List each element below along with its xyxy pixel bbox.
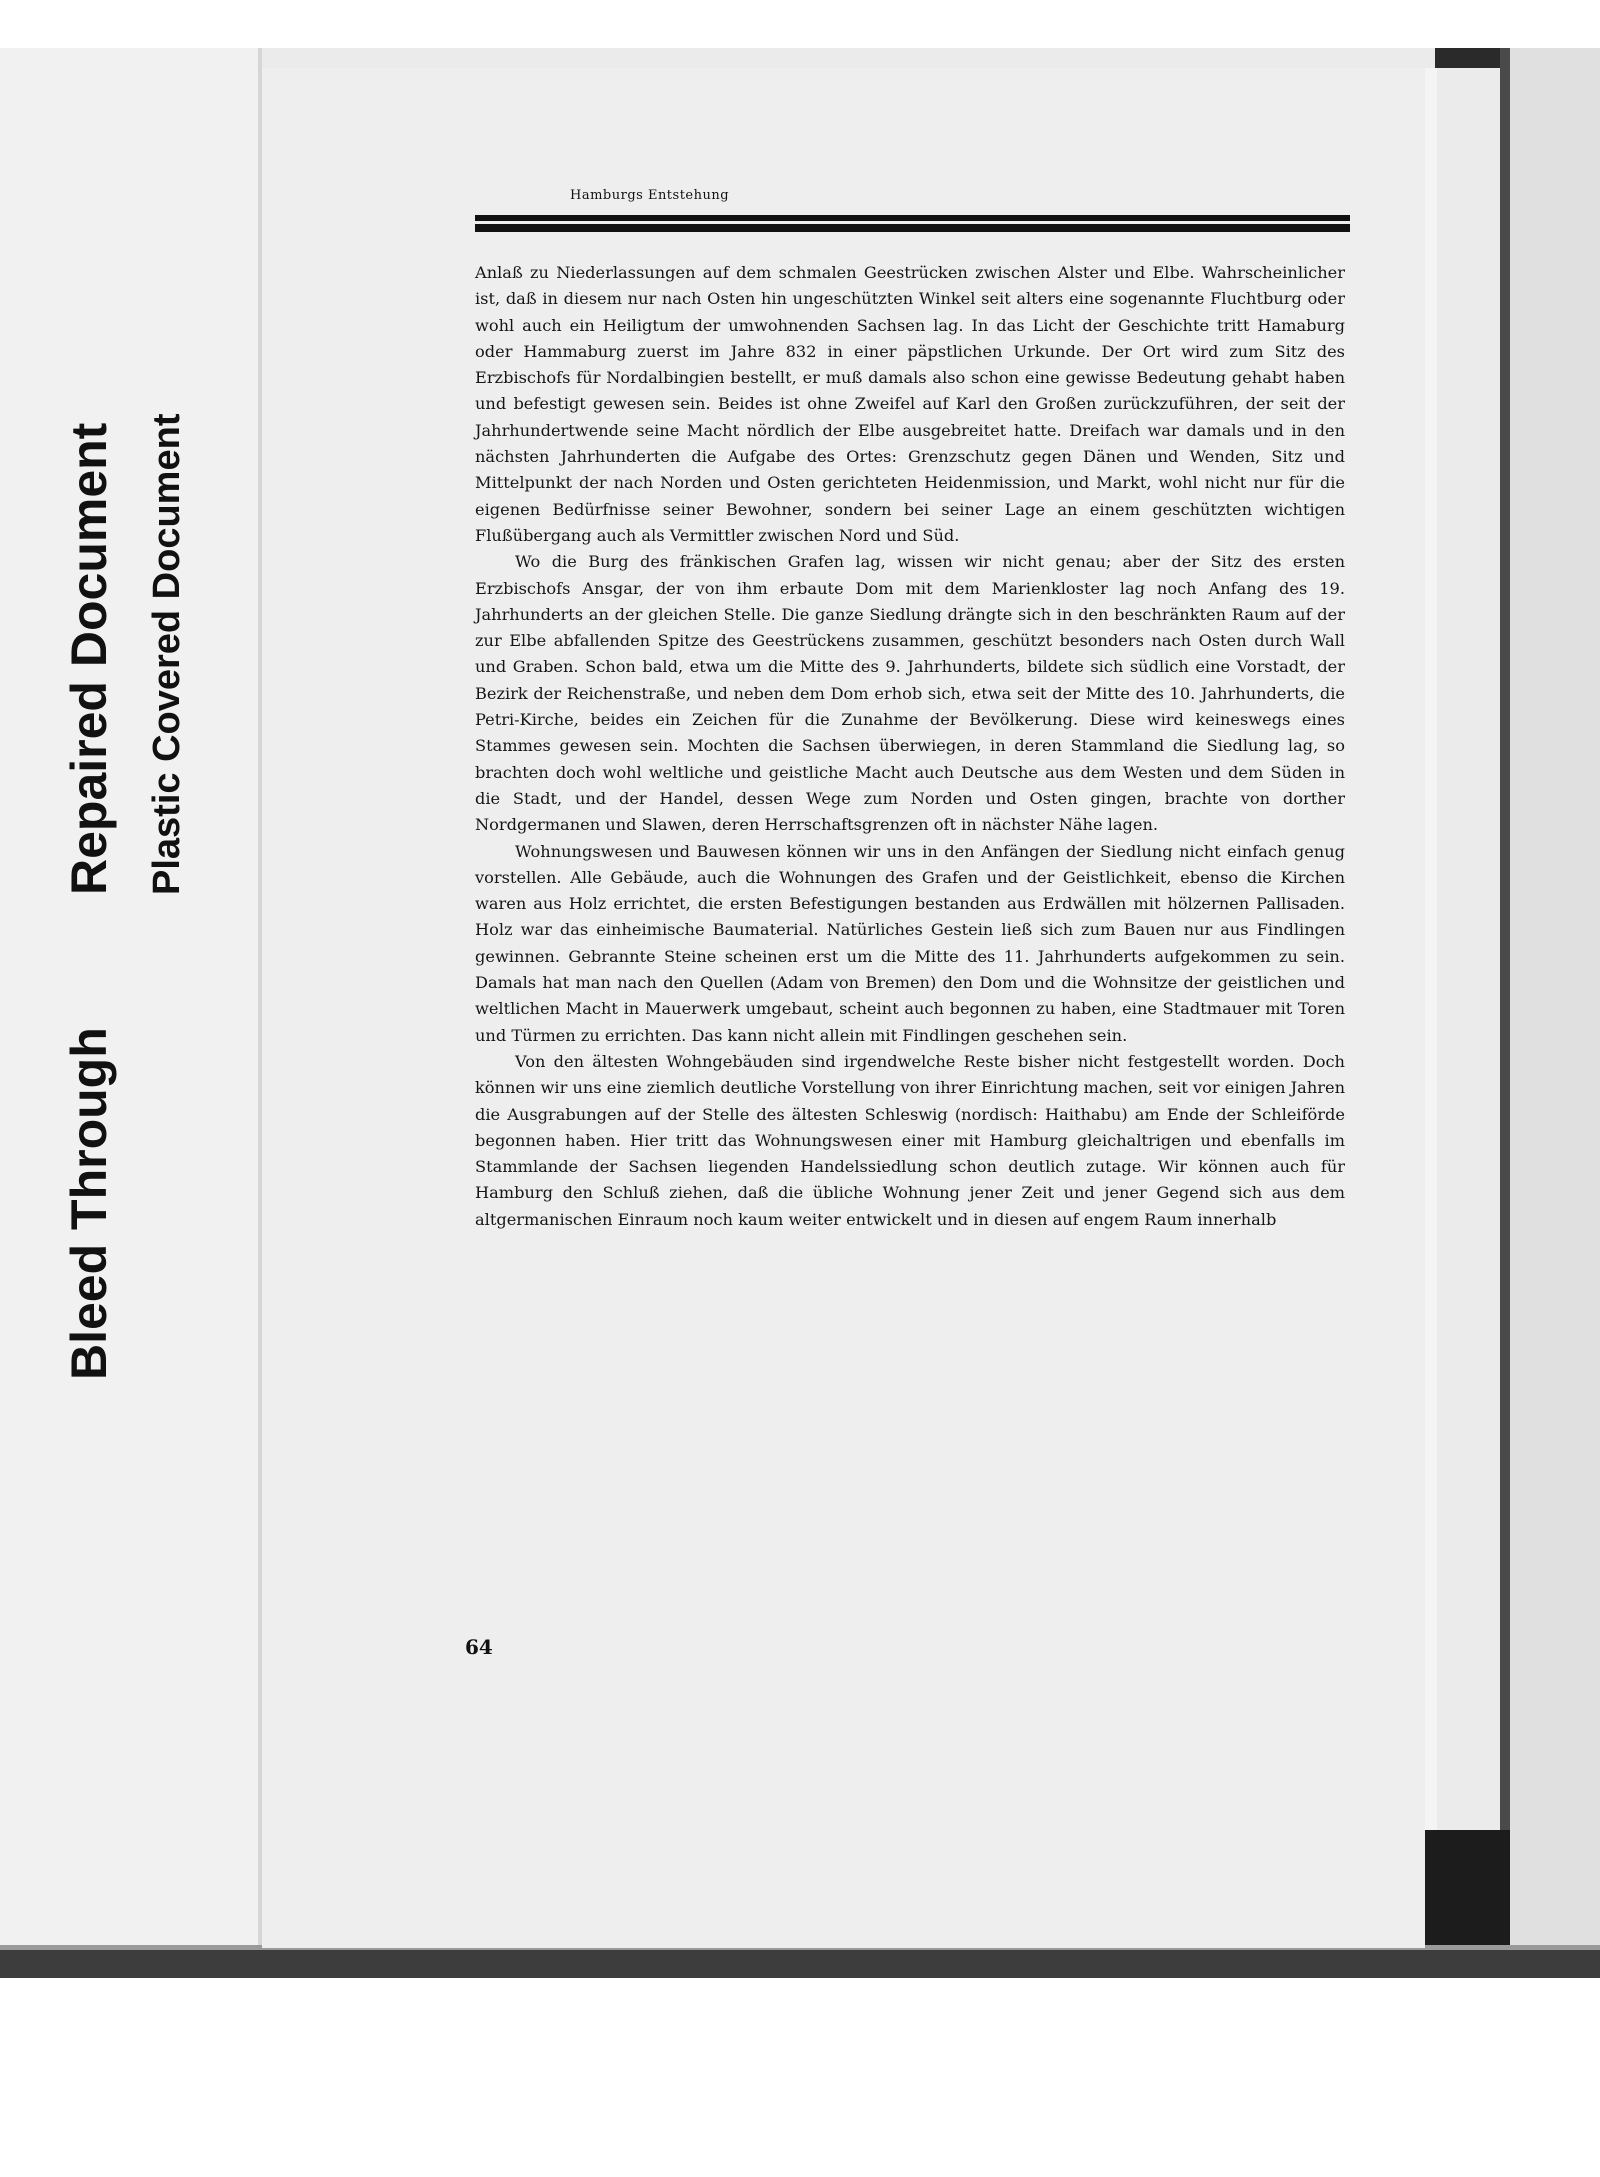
header-rule-thin: [475, 215, 1350, 221]
right-page-edge: [1425, 68, 1437, 1908]
paragraph-2: Wo die Burg des fränkischen Grafen lag, wissen wir nicht genau; aber der Sitz des ersten Erzbischofs Ansgar, der von ihm erbaute Dom mit dem Marienkloster lag noch Anfang des 19. Jahrhunderts an der gleichen Stelle. Die ganze Siedlung drängte sich in den beschränkten Raum auf der zur Elbe abfallenden Spitze des Geestrückens zusammen, geschützt besonders nach Osten durch Wall und Graben. Schon bald, etwa um die Mitte des 9. Jahrhunderts, bildete sich südlich eine Vorstadt, der Bezirk der Reichenstraße, und neben dem Dom erhob sich, etwa seit der Mitte des 10. Jahrhunderts, die Petri-Kirche, beides ein Zeichen für die Zunahme der Bevölkerung. Diese wird keineswegs eines Stammes gewesen sein. Mochten die Sachsen überwiegen, in deren Stammland die Siedlung lag, so brachten doch wohl weltliche und geistliche Macht auch Deutsche aus dem Westen und dem Süden in die Stadt, und der Handel, dessen Wege zum Norden und Osten gingen, brachte von dorther Nordgermanen und Slawen, deren Herrschaftsgrenzen oft in nächster Nähe lagen.: [475, 552, 1345, 835]
facing-page-sliver: [1510, 48, 1600, 1977]
book-spine: [1500, 48, 1510, 1977]
page-number: 64: [465, 1635, 493, 1659]
label-repaired-document: Repaired Document: [61, 422, 117, 895]
running-header: Hamburgs Entstehung: [570, 188, 730, 203]
top-right-dark-corner: [1435, 48, 1500, 68]
label-bleed-through: Bleed Through: [61, 1027, 117, 1380]
bottom-right-dark-corner: [1420, 1830, 1510, 1950]
label-plastic-covered: Plastic Covered Document: [146, 413, 188, 895]
left-margin-strip: [0, 48, 258, 1977]
body-text: [475, 260, 1345, 1233]
paragraph-1: Anlaß zu Niederlassungen auf dem schmalen Geestrücken zwischen Alster und Elbe. Wahrscheinlicher ist, daß in diesem nur nach Osten hin ungeschützten Winkel seit alters eine sogenannte Fluchtburg oder wohl auch ein Heiligtum der umwohnenden Sachsen lag. In das Licht der Geschichte tritt Hamaburg oder Hammaburg zuerst im Jahre 832 in einer päpstlichen Urkunde. Der Ort wird zum Sitz des Erzbischofs für Nordalbingien bestellt, er muß damals also schon eine gewisse Bedeutung gehabt haben und befestigt gewesen sein. Beides ist ohne Zweifel auf Karl den Großen zurückzuführen, der seit der Jahrhundertwende seine Macht nördlich der Elbe ausgebreitet hatte. Dreifach war damals und in den nächsten Jahrhunderten die Aufgabe des Ortes: Grenzschutz gegen Dänen und Wenden, Sitz und Mittelpunkt der nach Norden und Osten gerichteten Heidenmission, und Markt, wohl nicht nur für die eigenen Bedürfnisse seiner Bewohner, sondern bei seiner Lage an einem geschützten wichtigen Flußübergang auch als Vermittler zwischen Nord und Süd.: [475, 263, 1345, 545]
header-rule-thick: [475, 224, 1350, 232]
paragraph-3: Wohnungswesen und Bauwesen können wir uns in den Anfängen der Siedlung nicht einfach genug vorstellen. Alle Gebäude, auch die Wohnungen des Grafen und der Geistlichkeit, ebenso die Kirchen waren aus Holz errichtet, die ersten Befestigungen bestanden aus Erdwällen mit hölzernen Pallisaden. Holz war das einheimische Baumaterial. Natürliches Gestein ließ sich zum Bauen nur aus Findlingen gewinnen. Gebrannte Steine scheinen erst um die Mitte des 11. Jahrhunderts aufgekommen zu sein. Damals hat man nach den Quellen (Adam von Bremen) den Dom und die Wohnsitze der geistlichen und weltlichen Macht in Mauerwerk umgebaut, scheint auch begonnen zu haben, eine Stadtmauer mit Toren und Türmen zu errichten. Das kann nicht allein mit Findlingen geschehen sein.: [475, 841, 1345, 1045]
bottom-scanner-band: [0, 1950, 1600, 1978]
paragraph-4: Von den ältesten Wohngebäuden sind irgendwelche Reste bisher nicht festgestellt worden. Doch können wir uns eine ziemlich deutliche Vorstellung von ihrer Einrichtung machen, seit vor einigen Jahren die Ausgrabungen auf der Stelle des ältesten Schleswig (nordisch: Haithabu) am Ende der Schleiförde begonnen haben. Hier tritt das Wohnungswesen einer mit Hamburg gleichaltrigen und ebenfalls im Stammlande der Sachsen liegenden Handelssiedlung schon deutlich zutage. Wir können auch für Hamburg den Schluß ziehen, daß die übliche Wohnung jener Zeit und jener Gegend sich aus dem altgermanischen Einraum noch kaum weiter entwickelt und in diesen auf engem Raum innerhalb: [475, 1051, 1345, 1229]
